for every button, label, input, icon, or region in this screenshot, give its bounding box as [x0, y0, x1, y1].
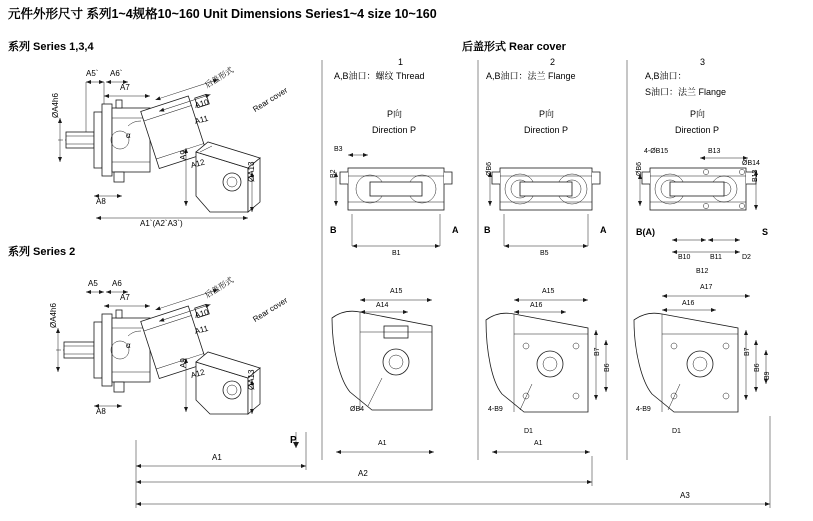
dim-a7: A7: [120, 83, 130, 92]
dim-a15-c1: A15: [390, 288, 403, 295]
dim-a6-prime: A6`: [110, 69, 123, 78]
rear-cover-col3-number: 3: [700, 57, 706, 67]
overall-dim-a1: A1: [212, 453, 222, 462]
label-p-direction: P: [290, 435, 297, 446]
dim-a10: A10: [193, 97, 210, 110]
dim-dia-a13: ØA13: [247, 161, 256, 182]
dim-b9-c3: B9: [764, 371, 771, 380]
dim-b13-side: B13: [752, 169, 759, 182]
rear-cover-col3-direction-cn: P向: [690, 109, 706, 119]
dim-a9: A9: [179, 150, 188, 160]
dim-b3: B3: [334, 146, 343, 153]
dim-a9-s2: A9: [179, 358, 188, 368]
dim-a6: A6: [112, 279, 122, 288]
dim-a12-s2: A12: [189, 367, 206, 380]
dim-b13-top: B13: [708, 148, 721, 155]
port-s-label: S: [762, 227, 769, 237]
overall-dim-a2: A2: [358, 469, 368, 478]
rear-cover-col3-port: A,B油口：: [645, 71, 687, 81]
dim-b1: B1: [392, 250, 401, 257]
dim-a1-c2: A1: [534, 440, 543, 447]
angle-alpha-2: α: [126, 341, 131, 350]
dim-a16-c3: A16: [682, 300, 695, 307]
rear-cover-label-en-1: Rear cover: [251, 85, 290, 114]
dim-b12: B12: [696, 268, 709, 275]
rear-cover-label-cn-1: 后盖形式: [203, 65, 236, 90]
dim-a11-s2: A11: [193, 323, 210, 336]
rear-cover-label-en-2: Rear cover: [251, 295, 290, 324]
angle-alpha-1: α: [126, 131, 131, 140]
dim-a7-s2: A7: [120, 293, 130, 302]
rear-cover-col1-direction-en: Direction P: [372, 125, 417, 135]
dim-b6-c3b: B6: [754, 363, 761, 372]
dim-dia-b14: ØB14: [742, 160, 760, 167]
dim-b7-c3: B7: [744, 347, 751, 356]
dim-4b9-c3: 4-B9: [636, 406, 651, 413]
dim-d2: D2: [742, 254, 751, 261]
port-a-label-1: A: [452, 225, 459, 235]
dim-dia-a4: ØA4h6: [51, 93, 60, 118]
dim-b11: B11: [710, 254, 722, 261]
rear-cover-col3-direction-en: Direction P: [675, 125, 720, 135]
page-title: 元件外形尺寸 系列1~4规格10~160 Unit Dimensions Series1~4 size 10~160: [8, 7, 437, 21]
port-b-label-1: B: [330, 225, 337, 235]
rear-cover-col3-port2: S油口：法兰 Flange: [645, 87, 727, 97]
dim-b7-c2: B7: [594, 347, 601, 356]
overall-dim-a3: A3: [680, 491, 690, 500]
dim-dia-b4: ØB4: [350, 406, 365, 413]
section-header-series134: 系列 Series 1,3,4: [8, 41, 94, 53]
dim-a12: A12: [189, 157, 206, 170]
rear-cover-col2-number: 2: [550, 57, 556, 67]
dim-a5: A5: [88, 279, 98, 288]
dim-dia-a13-s2: ØA13: [247, 369, 256, 390]
dim-a14-c1: A14: [376, 302, 389, 309]
dim-4-b15: 4-ØB15: [644, 148, 669, 155]
section-header-rear-cover: 后盖形式 Rear cover: [462, 41, 566, 53]
rear-cover-label-cn-2: 后盖形式: [203, 275, 236, 300]
dim-dia-a4-s2: ØA4h6: [49, 303, 58, 328]
rear-cover-col1-direction-cn: P向: [387, 109, 403, 119]
dim-a10-s2: A10: [193, 307, 210, 320]
port-ba-label: B(A): [636, 227, 655, 237]
dim-dia-b6-c3: ØB6: [636, 161, 643, 176]
dim-d1-c3: D1: [672, 428, 681, 435]
rear-cover-col2-direction-en: Direction P: [524, 125, 569, 135]
dim-d1-c2: D1: [524, 428, 533, 435]
dim-dia-b6-c2: ØB6: [486, 161, 493, 176]
rear-cover-col2-direction-cn: P向: [539, 109, 555, 119]
rear-cover-col1-port: A,B油口：螺纹 Thread: [334, 71, 425, 81]
dim-a1-prime: A1`(A2`A3`): [140, 219, 183, 228]
dim-a17-c3: A17: [700, 284, 713, 291]
dim-a15-c2: A15: [542, 288, 555, 295]
section-header-series2: 系列 Series 2: [8, 246, 76, 258]
dim-4b9-c2: 4-B9: [488, 406, 503, 413]
rear-cover-col1-number: 1: [398, 57, 404, 67]
dim-b2: B2: [330, 169, 337, 178]
rear-cover-col2-port: A,B油口：法兰 Flange: [486, 71, 576, 81]
port-a-label-2: A: [600, 225, 607, 235]
dim-a1-c1: A1: [378, 440, 387, 447]
dim-a11: A11: [193, 113, 210, 126]
dim-a16-c2: A16: [530, 302, 543, 309]
dim-b5: B5: [540, 250, 549, 257]
dim-a5-prime: A5`: [86, 69, 99, 78]
port-b-label-2: B: [484, 225, 491, 235]
dim-a8-s2: A8: [96, 407, 106, 416]
dim-a8: A8: [96, 197, 106, 206]
dim-b6-c2b: B6: [604, 363, 611, 372]
dim-b10: B10: [678, 254, 691, 261]
